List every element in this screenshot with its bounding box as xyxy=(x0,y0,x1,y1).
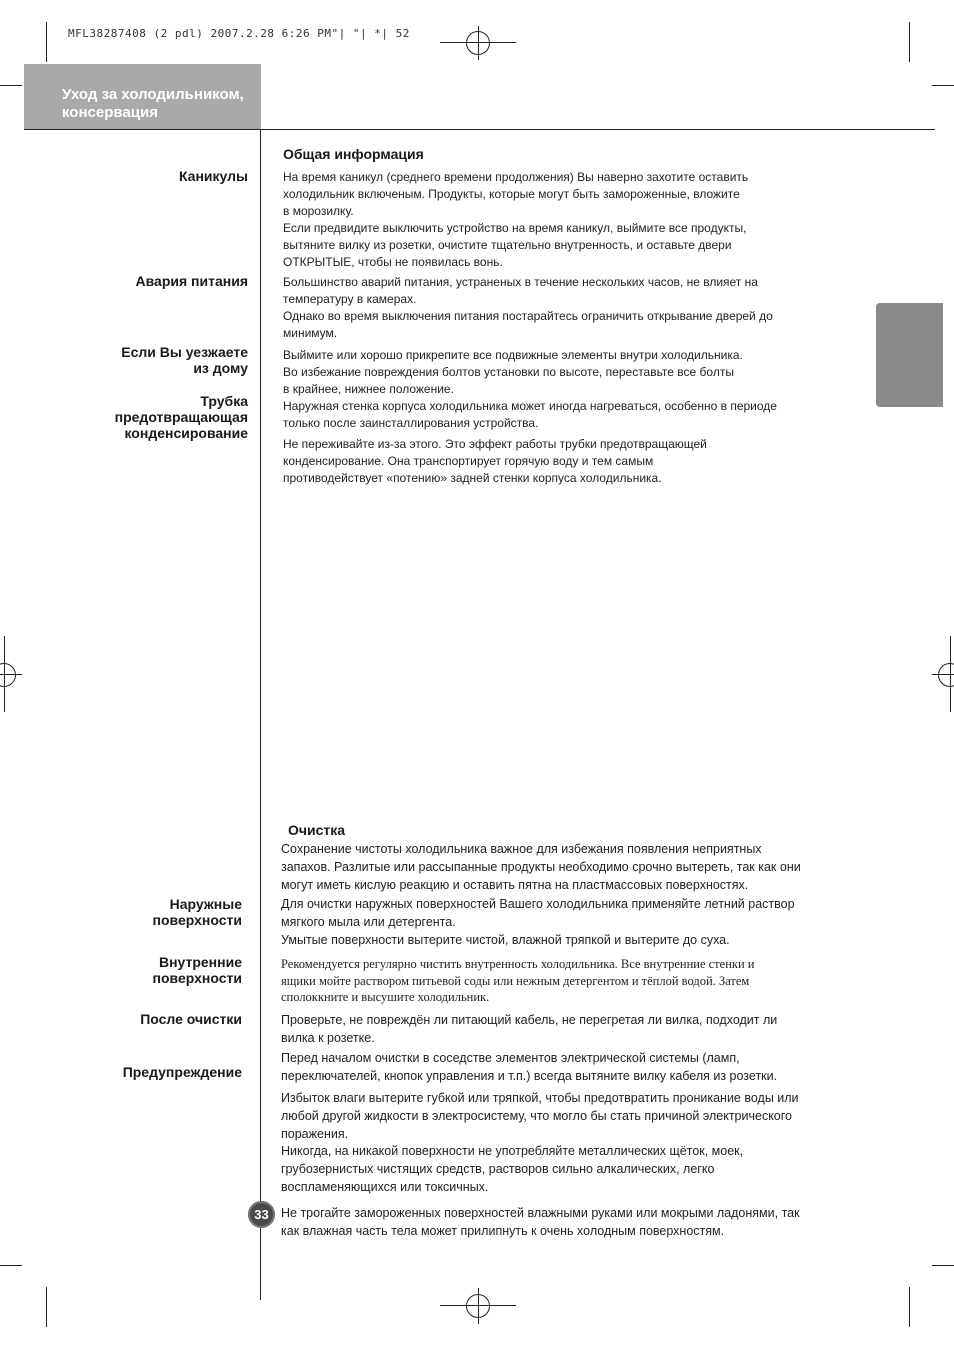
crop-mark xyxy=(0,85,22,86)
column-divider xyxy=(260,130,261,1300)
crop-mark xyxy=(0,1265,22,1266)
page-number-badge: 33 xyxy=(248,1201,275,1228)
cleaning-heading: Очистка xyxy=(288,822,346,838)
text-warning: Перед началом очистки в соседстве элементов электрической системы (ламп, переключателей, кнопок управления и т.п.) всегда вытяните вилку кабеля из розетки. xyxy=(281,1051,778,1083)
crop-mark xyxy=(909,22,910,62)
label-condensation-pipe: Трубка предотвращающая конденсирование xyxy=(114,393,248,441)
registration-circle-icon xyxy=(466,1294,490,1318)
text-outer-surfaces: Для очистки наружных поверхностей Вашего холодильника применяйте летний раствор мягкого мыла или детергента. Умытые поверхности вытерите чистой, влажной тряпкой и вытерите до суха. xyxy=(281,897,795,947)
header-rule xyxy=(24,129,935,130)
registration-circle-icon xyxy=(938,663,954,687)
print-header: MFL38287408 (2 pdl) 2007.2.28 6:26 PM"| "| *| 52 xyxy=(68,27,410,40)
crop-mark xyxy=(932,1265,954,1266)
crop-mark xyxy=(932,85,954,86)
registration-circle-icon xyxy=(0,663,16,687)
crop-mark xyxy=(909,1287,910,1327)
label-warning: Предупреждение xyxy=(122,1064,242,1080)
label-outer-surfaces: Наружные поверхности xyxy=(152,896,242,928)
general-heading: Общая информация xyxy=(283,146,424,162)
label-power-failure: Авария питания xyxy=(135,273,248,289)
label-inner-surfaces: Внутренние поверхности xyxy=(152,954,242,986)
section-title-box xyxy=(24,64,261,129)
crop-mark xyxy=(46,22,47,62)
cleaning-intro: Сохранение чистоты холодильника важное для избежания появления неприятных запахов. Разлитые или рассыпанные продукты необходимо срочно вытереть, так как они могут иметь кислую реакцию и оставить пятна на пластмассовых поверхностях. xyxy=(281,842,801,892)
text-warning-more: Избыток влаги вытерите губкой или тряпкой, чтобы предотвратить проникание воды или любой другой жидкости в электросистему, что могло бы стать причиной электрического поражения. Никогда, на никакой поверхности не употребляйте металлических щёток, моек, грубозернистых чистящих средств, растворов сильно алкалических, легко воспламеняющихся или токсичных. xyxy=(281,1091,799,1194)
side-tab xyxy=(876,303,943,407)
text-inner-surfaces: Рекомендуется регулярно чистить внутренность холодильника. Все внутренние стенки и ящики мойте раствором питьевой соды или нежным детергентом и тёплой водой. Затем сполоккните и высушите холодильник. xyxy=(281,957,755,1004)
registration-circle-icon xyxy=(466,31,490,55)
text-power-failure: Большинство аварий питания, устраненых в течение нескольких часов, не влияет на температуру в камерах. Однако во время выключения питания постарайтесь ограничить открывание дверей до минимум. xyxy=(283,275,773,340)
crop-mark xyxy=(46,1287,47,1327)
text-frozen-warning: Не трогайте замороженных поверхностей влажными руками или мокрыми ладонями, так как влажная часть тела может прилипнуть к очень холодным поверхностям. xyxy=(281,1206,800,1238)
text-vacation: На время каникул (среднего времени продолжения) Вы наверно захотите оставить холодильник включеным. Продукты, которые могут быть замороженные, вложите в морозилку. Если предвидите выключить устройство на время каникул, выймите все продукты, вытяните вилку из розетки, очистите тщательно внутренность, и оставьте двери ОТКРЫТЫЕ, чтобы не появилась вонь. xyxy=(283,170,749,269)
text-leaving-home: Выймите или хорошо прикрепите все подвижные элементы внутри холодильника. Во избежание повреждения болтов установки по высоте, переставьте все болты в крайнее, нижнее положение. Наружная стенка корпуса холодильника может иногда нагреваться, особенно в периоде только после заинсталлирования устройства. xyxy=(283,348,777,430)
text-after-cleaning: Проверьте, не повреждён ли питающий кабель, не перегретая ли вилка, подходит ли вилка к розетке. xyxy=(281,1013,778,1045)
section-title: Уход за холодильником, консервация xyxy=(62,86,244,121)
label-vacation: Каникулы xyxy=(178,168,248,184)
label-after-cleaning: После очистки xyxy=(140,1011,242,1027)
text-condensation-pipe: Не переживайте из-за этого. Это эффект работы трубки предотвращающей конденсирование. Она транспортирует горячую воду и тем самым противодействует «потению» задней стенки корпуса холодильника. xyxy=(283,437,707,485)
label-leaving-home: Если Вы уезжаете из дому xyxy=(121,344,248,376)
